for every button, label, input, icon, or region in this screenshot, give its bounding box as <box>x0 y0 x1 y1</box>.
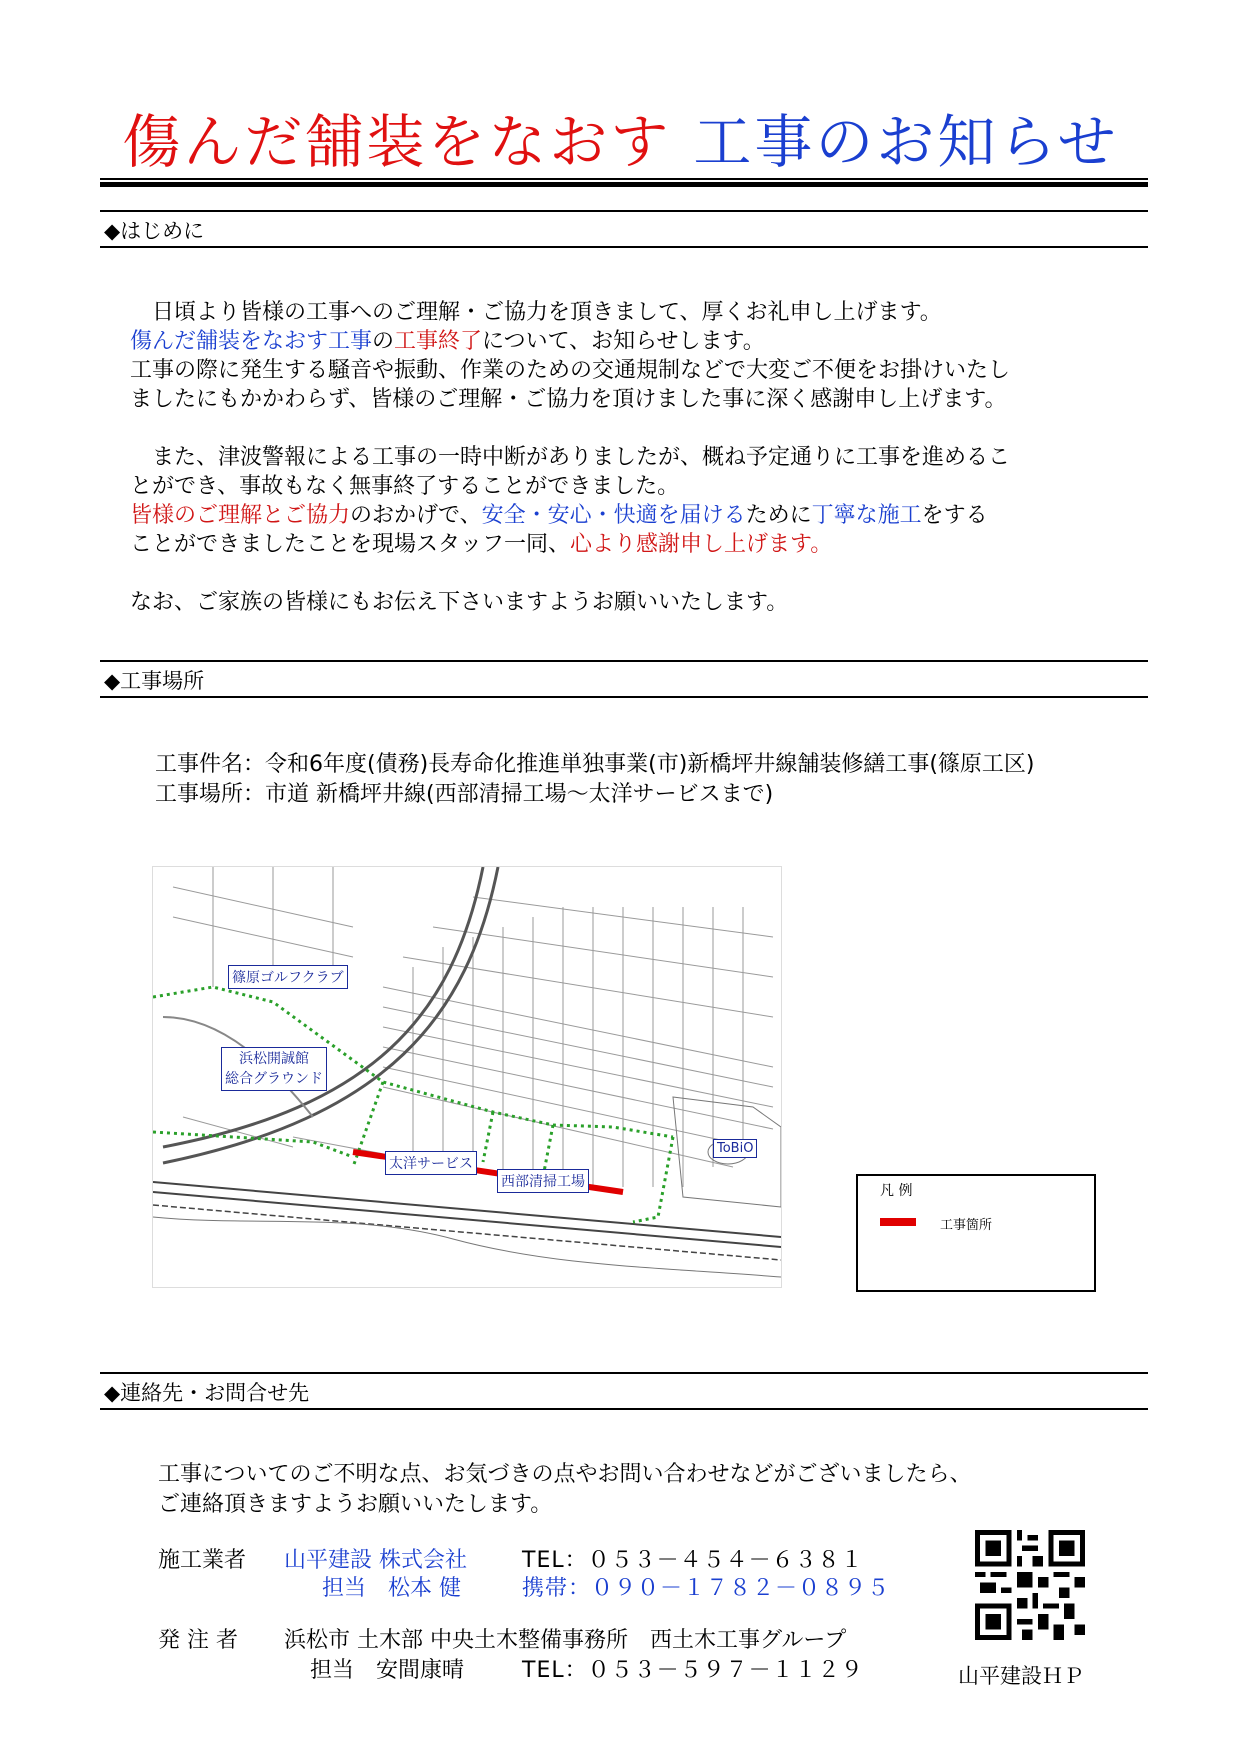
text: ことができましたことを現場スタッフ一同、 <box>130 532 571 557</box>
highlight-text: 心より感謝申し上げます。 <box>570 532 833 557</box>
highlight-text: 傷んだ舗装をなおす工事 <box>130 329 373 354</box>
text: をする <box>921 503 988 528</box>
contractor-tel: TEL：０５３－４５４－６３８１ <box>522 1548 864 1573</box>
contact-intro-line: ご連絡頂きますようお願いいたします。 <box>158 1492 553 1517</box>
contractor-label: 施工業者 <box>158 1548 247 1573</box>
project-name-label: 工事件名： <box>155 752 266 777</box>
contractor-person: 担当 松本 健 <box>322 1576 461 1601</box>
project-place-label: 工事場所： <box>155 782 266 807</box>
project-name <box>155 750 1035 780</box>
map-label-ground-line1: 浜松開誠館 <box>239 1051 309 1067</box>
intro-line: また、津波警報による工事の一時中断がありましたが、概ね予定通りに工事を進めるこ <box>130 445 1011 470</box>
client-label: 発 注 者 <box>158 1628 238 1653</box>
contact-intro <box>158 1460 972 1520</box>
legend-label: 工事箇所 <box>940 1218 993 1233</box>
qr-code[interactable] <box>975 1530 1085 1640</box>
legend-title: 凡 例 <box>880 1183 913 1199</box>
map-label-ground-line2: 総合グラウンド <box>225 1071 323 1087</box>
intro-text <box>130 298 1150 617</box>
location-map <box>152 866 782 1288</box>
title-part1: 傷んだ舗装をなおす <box>122 108 672 176</box>
spacer <box>130 559 1150 588</box>
title-part2: 工事のお知らせ <box>693 108 1119 176</box>
contact-intro-line: 工事についてのご不明な点、お気づきの点やお問い合わせなどがございましたら、 <box>158 1462 972 1487</box>
title-divider <box>100 178 1148 187</box>
intro-line <box>130 327 1150 356</box>
spacer <box>130 414 1150 443</box>
project-place-value: 市道 新橋坪井線(西部清掃工場～太洋サービスまで) <box>265 782 774 807</box>
text: ために <box>745 503 812 528</box>
highlight-text: 皆様のご理解とご協力 <box>130 503 351 528</box>
legend-swatch <box>880 1218 916 1226</box>
section-header-location: ◆工事場所 <box>100 660 1148 698</box>
highlight-text: 丁寧な施工 <box>811 503 922 528</box>
text: について、お知らせします。 <box>482 329 765 354</box>
intro-line: 工事の際に発生する騒音や振動、作業のための交通規制などで大変ご不便をお掛けいたし <box>130 358 1011 383</box>
client-name: 浜松市 土木部 中央土木整備事務所 西土木工事グループ <box>284 1628 847 1653</box>
intro-line <box>130 530 1150 559</box>
intro-line: なお、ご家族の皆様にもお伝え下さいますようお願いいたします。 <box>130 590 789 615</box>
client-person: 担当 安間康晴 <box>310 1658 465 1683</box>
map-label-seibu: 西部清掃工場 <box>497 1169 589 1193</box>
contractor-mobile: 携帯：０９０－１７８２－０８９５ <box>522 1576 891 1601</box>
intro-line: ましたにもかかわらず、皆様のご理解・ご協力を頂けました事に深く感謝申し上げます。 <box>130 387 1007 412</box>
project-place <box>155 780 773 810</box>
map-label-golf: 篠原ゴルフクラブ <box>228 965 348 989</box>
map-label-tobio: ToBiO <box>713 1139 757 1158</box>
highlight-text: 安全・安心・快適を届ける <box>481 503 746 528</box>
map-label-ground <box>221 1047 327 1091</box>
intro-line: とができ、事故もなく無事終了することができました。 <box>130 474 680 499</box>
project-name-value: 令和6年度(債務)長寿命化推進単独事業(市)新橋坪井線舗装修繕工事(篠原工区) <box>265 752 1035 777</box>
qr-code-icon <box>975 1530 1085 1640</box>
map-legend <box>856 1174 1096 1292</box>
intro-line: 日頃より皆様の工事へのご理解・ご協力を頂きまして、厚くお礼申し上げます。 <box>130 300 942 325</box>
text: の <box>372 329 395 354</box>
text: のおかげで、 <box>350 503 482 528</box>
intro-line <box>130 501 1150 530</box>
map-label-taiyo: 太洋サービス <box>385 1151 477 1175</box>
highlight-text: 工事終了 <box>394 329 483 354</box>
section-header-intro: ◆はじめに <box>100 210 1148 248</box>
client-tel: TEL：０５３－５９７－１１２９ <box>522 1658 864 1683</box>
section-header-contact: ◆連絡先・お問合せ先 <box>100 1372 1148 1410</box>
page-title <box>0 95 1241 179</box>
qr-caption: 山平建設ＨＰ <box>958 1664 1084 1688</box>
contractor-name: 山平建設 株式会社 <box>284 1548 467 1573</box>
